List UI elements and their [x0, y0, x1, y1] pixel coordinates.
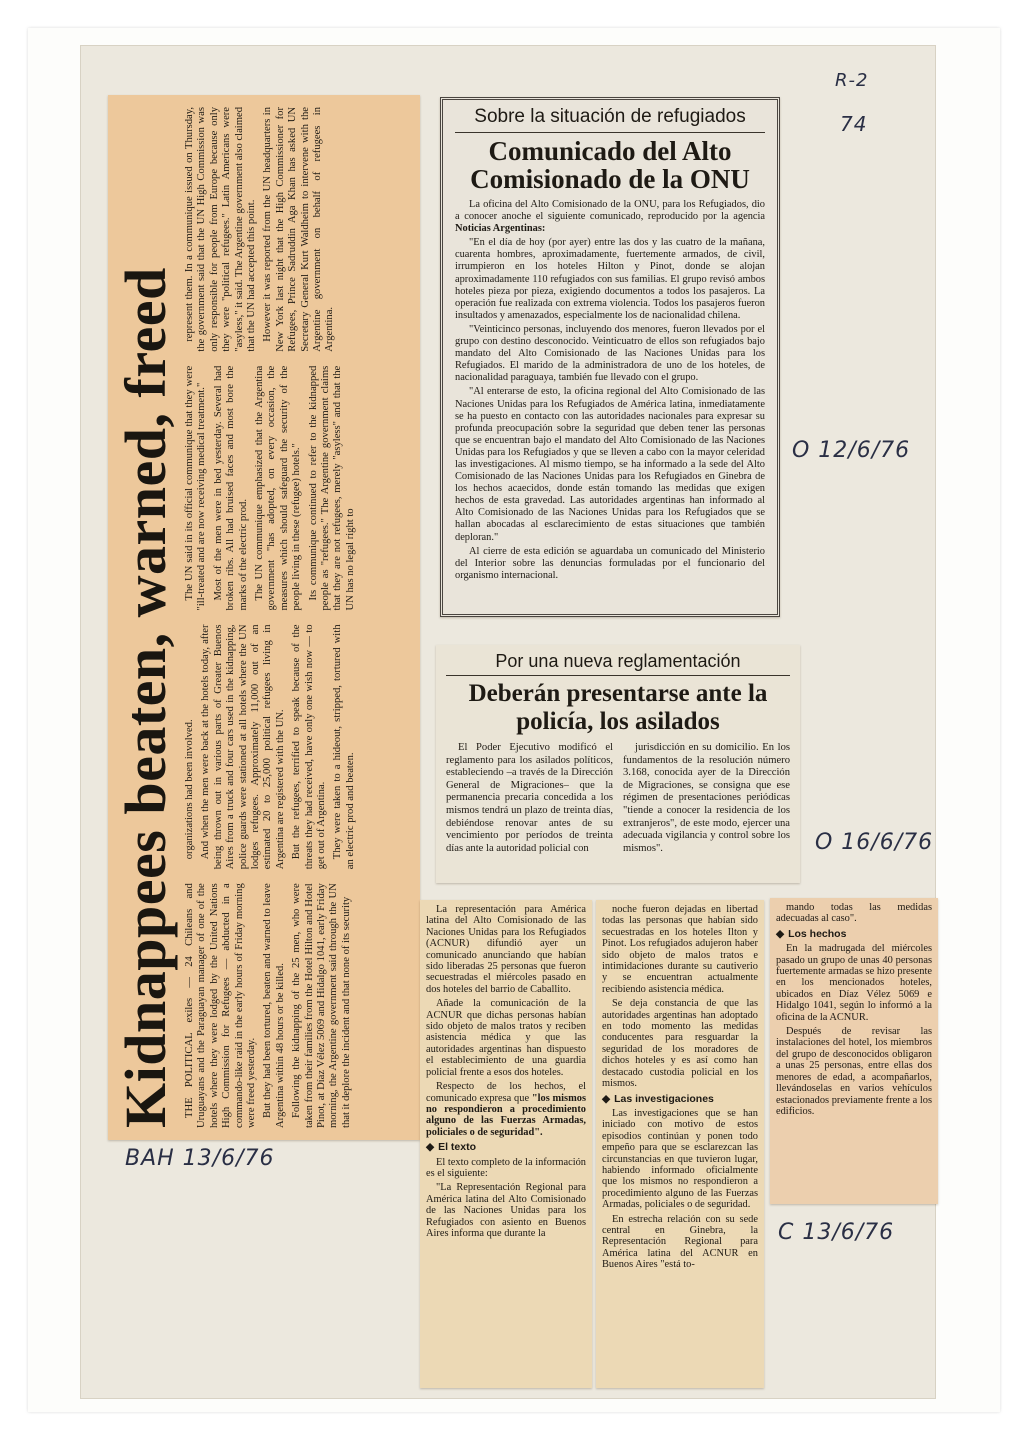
text: Respecto de los hechos, el comunicado expresa que	[426, 1081, 586, 1104]
comunicado-title: Comunicado del Alto Comisionado de la ONU	[470, 136, 750, 194]
comunicado-clipping	[440, 97, 780, 617]
deberan-title: Deberán presentarse ante la policía, los asilados	[468, 680, 768, 735]
subhead-label: El texto	[438, 1141, 477, 1154]
subhead-label: Las investigaciones	[614, 1092, 714, 1105]
diamond-icon: ◆	[602, 1092, 611, 1105]
paragraph: Its communique continued to refer to the kidnapped people as "refugees." The Argentine government claims that they are not refugees, merely "asyless" and that the UN has no legal right to	[307, 365, 356, 611]
comunicado-kicker: Sobre la situación de refugiados	[455, 106, 765, 133]
subhead-investigaciones	[602, 1094, 758, 1105]
paragraph: noche fueron dejadas en libertad todas las personas que habían sido secuestradas en los hoteles Ilton y Pinot. Los refugiados adujeron haber sido objeto de malos tratos e intimidaciones durante su cautiverio y se encuentran actualmente recibiendo asistencia médica.	[602, 904, 758, 995]
paragraph: "Al enterarse de esto, la oficina regional del Alto Comisionado de las Naciones Unidas para los Refugiados de América latina, inmediatamente se ha puesto en contacto con las autoridades nacionales para expresar su profunda preocupación sobre la seguridad que deben tener las personas que se encuentran bajo el mandato del Alto Comisionado de las Naciones Unidas para los Refugiados y que se lleven a cabo con la mayor celeridad las investigaciones. Al mismo tiempo, se ha informado a la sede del Alto Comisionado de las Naciones Unidas para los Refugiados en Ginebra de los hechos acaecidos, donde están tomando las medidas que exigen hechos de esta gravedad. Las autoridades argentinas han informado al Alto Comisionado de las Naciones Unidas para los Refugiados que se hallan abocadas al esclarecimiento de estas situaciones que también deploran."	[455, 386, 765, 543]
sheet-number: 74	[840, 112, 868, 136]
acnur-clipping-column-3	[770, 898, 938, 1204]
english-column-2	[184, 625, 361, 870]
paragraph: But they had been tortured, beaten and warned to leave Argentina within 48 hours or be killed.	[262, 883, 286, 1128]
english-clipping-content	[108, 95, 420, 1140]
paragraph: However it was reported from the UN headquarters in New York last night that the High Commissioner for Refugees, Prince Sadruddin Aga Khan has asked UN Secretary General Kurt Waldheim to intervene with the Argentine government on behalf of refugees in Argentina.	[262, 107, 336, 352]
diamond-icon: ◆	[426, 1141, 435, 1154]
bold-quote: "los mismos no respondieron a procedimiento alguno de las Fuerzas Armadas, policiales o de seguridad".	[426, 1092, 586, 1138]
paragraph: Most of the men were in bed yesterday. Several had broken ribs. All had bruised faces and most bore the marks of the electric prod.	[212, 365, 249, 611]
paragraph: En estrecha relación con su sede central en Ginebra, la Representación Regional para América latina del ACNUR en Buenos Aires "está to-	[602, 1213, 758, 1271]
deberan-columns	[446, 742, 790, 855]
english-column-3	[184, 366, 361, 611]
paragraph: mando todas las medidas adecuadas al caso".	[776, 902, 932, 925]
english-headline: Kidnappees beaten, warned, freed	[113, 267, 178, 1128]
paragraph: The UN said in its official communique that they were "ill-treated and are now receiving medical treatment."	[184, 365, 208, 611]
archive-reference: R-2	[835, 70, 869, 91]
deberan-clipping	[436, 645, 800, 883]
paragraph: Al cierre de esta edición se aguardaba un comunicado del Ministerio del Interior sobre las denuncias formuladas por el funcionario del organismo internacional.	[455, 545, 765, 581]
paragraph: THE POLITICAL exiles — 24 Chileans and Uruguayans and the Paraguayan manager of one of the hotels where they were lodged by the United Nations High Commission for Refugees — abducted in a commando-like raid in the early hours of Friday morning were freed yesterday.	[184, 883, 258, 1128]
date-note-deberan: O 16/6/76	[815, 830, 934, 855]
paragraph: "La Representación Regional para América latina del Alto Comisionado de las Naciones Unidas para los Refugiados con asiento en Buenos Aires informa que durante la	[426, 1182, 586, 1239]
paragraph	[426, 1081, 586, 1138]
subhead-el-texto	[426, 1142, 586, 1153]
intro-text: La oficina del Alto Comisionado de la ONU, para los Refugiados, dio a conocer anoche el siguiente comunicado, reproducido por la agencia	[455, 199, 765, 223]
paragraph: "En el día de hoy (por ayer) entre las dos y las cuatro de la mañana, cuarenta hombres, aproximadamente, fuertemente armados, de civil, irrumpieron en los hoteles Hilton y Pinot, donde se alojan aproximadamente 110 refugiados con sus familias. El grupo revisó ambos hoteles pieza por pieza, exigiendo documentos a todos los pasajeros. La operación fue realizada con extrema violencia. Todos los pasajeros fueron insultados y amenazados, especialmente los de nacionalidad chilena.	[455, 237, 765, 321]
paragraph: jurisdicción en su domicilio. En los fundamentos de la resolución número 3.168, conocida ayer de la Dirección de Migraciones, se consigna que ese régimen de presentaciones periódicas "tiende a conocer la residencia de los extranjeros", de este modo, ejercer una adecuada vigilancia y control sobre los mismos".	[623, 742, 790, 854]
paragraph: Se deja constancia de que las autoridades argentinas han adoptado en todo momento las medidas conducentes para resguardar la seguridad de los moradores de dichos hoteles y es así como han destacado custodia policial en los mismos.	[602, 998, 758, 1090]
paragraph: But the refugees, terrified to speak because of the threats they had received, have only one wish now — to get out of Argentina.	[291, 624, 328, 870]
paragraph: La representación para América latina del Alto Comisionado de las Naciones Unidas para los Refugiados (ACNUR) difundió ayer un comunicado anunciando que habían sido liberadas 25 personas que fueron secuestradas el miércoles pasado en dos hoteles del barrio de Caballito.	[426, 904, 586, 995]
date-note-acnur: C 13/6/76	[778, 1220, 895, 1245]
english-column-4	[184, 107, 361, 352]
english-column-1	[184, 883, 361, 1128]
paragraph: En la madrugada del miércoles pasado un grupo de unas 40 personas fuertemente armadas se hizo presente en los mencionados hoteles, ubicados en Díaz Vélez 5069 e Hidalgo 1041, según lo informó a la oficina de la ACNUR.	[776, 943, 932, 1023]
acnur-clipping-column-1	[420, 900, 592, 1388]
paragraph: The UN communique emphasized that the Argentina government "has adopted, on every occasion, the measures which should safeguard the security of the people living in these (refugee) hotels."	[254, 365, 303, 611]
paragraph: organizations had been involved.	[184, 719, 195, 860]
paragraph: Las investigaciones que se han iniciado con motivo de estos episodios continúan y ponen todo empeño para que se esclarezcan las circunstancias en que tuvieron lugar, habiendo informado oficialmente que los mismos no respondieron a procedimiento alguno de las Fuerzas Armadas, policiales o de seguridad.	[602, 1107, 758, 1211]
subhead-hechos	[776, 929, 932, 940]
subhead-label: Los hechos	[788, 927, 847, 940]
comunicado-intro	[455, 199, 765, 235]
deberan-kicker: Por una nueva reglamentación	[446, 651, 790, 676]
intro-agency: Noticias Argentinas:	[455, 223, 546, 235]
date-note-comunicado: O 12/6/76	[792, 438, 911, 463]
english-columns	[184, 107, 361, 1128]
acnur-clipping-column-2	[596, 900, 764, 1388]
diamond-icon: ◆	[776, 927, 785, 940]
paragraph: Following the kidnapping of the 25 men, who were taken from their families from the Hotel Hilton and Hotel Pinot, at Díaz Vélez 5069 and Hidalgo 1041, early Friday morning, the Argentine government said through the UN that it deplore the incident and that none of its security	[291, 883, 352, 1128]
date-note-english: BAH 13/6/76	[125, 1146, 275, 1171]
paragraph: El texto completo de la información es el siguiente:	[426, 1156, 586, 1179]
paragraph: Después de revisar las instalaciones del hotel, los miembros del grupo de desconocidos obligaron a unas 25 personas, entre ellas dos menores de edad, a acompañarlos, llevándoselas en varios vehículos estacionados previamente frente a los edificios.	[776, 1026, 932, 1117]
paragraph: "Veinticinco personas, incluyendo dos menores, fueron llevados por el grupo con destino desconocido. Veinticuatro de ellos son refugiados bajo mandato del Alto Comisionado de las Naciones Unidas para los Refugiados. El marido de la administradora de uno de los hoteles, de nacionalidad paraguaya, también fue llevado con el grupo.	[455, 323, 765, 384]
comunicado-body	[455, 199, 765, 582]
deberan-column-1	[446, 742, 613, 855]
deberan-column-2	[623, 742, 790, 855]
paragraph: Añade la comunicación de la ACNUR que dichas personas habían sido objeto de malos tratos y reciben asistencia médica y que las autoridades argentinas han dispuesto el establecimiento de una guardia policial frente a esos dos hoteles.	[426, 998, 586, 1078]
paragraph: They were taken to a hideout, stripped, tortured with an electric prod and beaten.	[332, 624, 356, 870]
paragraph: And when the men were back at the hotels today, after being thrown out in various parts of Greater Buenos Aires from a truck and four cars used in the kidnapping, police guards were stationed at all hotels where the UN lodges refugees. Approximately 11,000 out of an estimated 20 to 25,000 political refugees living in Argentina are registered with the UN.	[200, 624, 286, 870]
paragraph: El Poder Ejecutivo modificó el reglamento para los asilados políticos, estableciendo –a través de la Dirección General de Migraciones– que la permanencia precaria concedida a los mismos tendrá un plazo de treinta días, debiéndose renovar antes de su vencimiento por períodos de treinta días ante la autoridad policial con	[446, 742, 613, 854]
paragraph: represent them. In a communique issued on Thursday, the government said that the UN High Commission was only responsible for people from Europe because only they were "political refugees." Latin Americans were "asyless," it said. The Argentine government also claimed that the UN had accepted this point.	[184, 107, 258, 352]
english-clipping	[108, 95, 420, 1140]
